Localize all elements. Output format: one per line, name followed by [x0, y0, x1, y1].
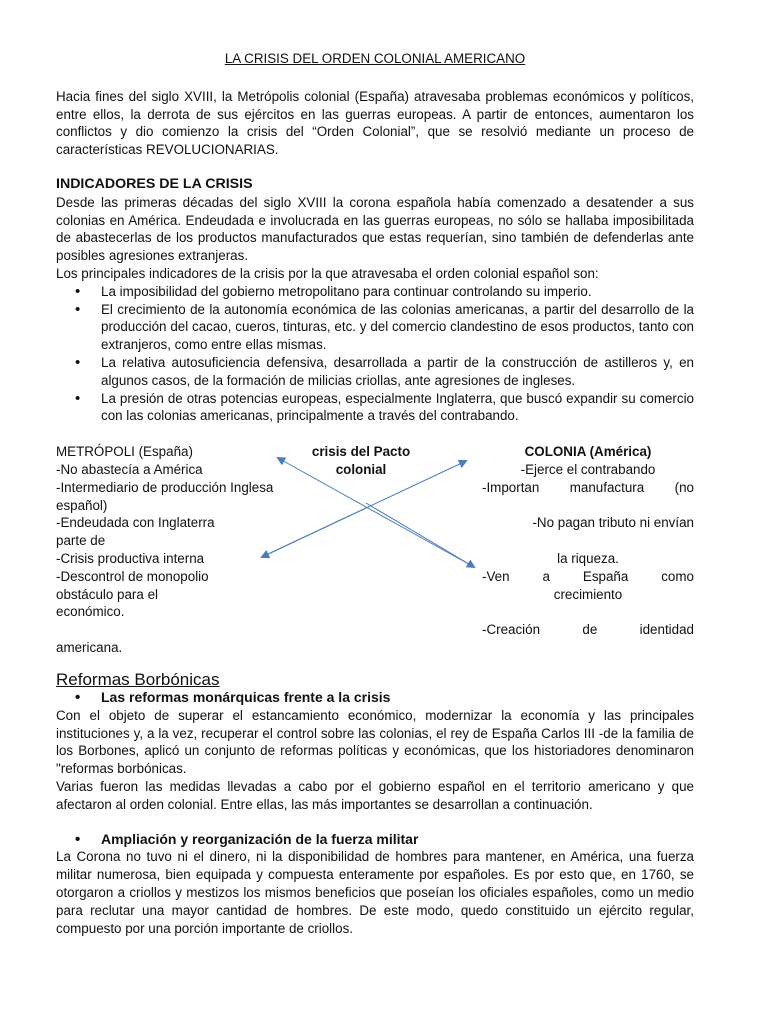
center-label-line-2: colonial — [335, 461, 387, 477]
crossed-arrows — [56, 443, 694, 659]
center-label-line-1: crisis del Pacto — [311, 444, 411, 460]
reformas-paragraph-2: Varias fueron las medidas llevadas a cabo por el gobierno español en el territorio americano y que afectaron al orden colonial. Entre ellas, las más importantes se desarrollan a continuación. — [56, 778, 694, 812]
arrow-to-metropoli-bottom — [262, 508, 366, 557]
document-page — [56, 50, 694, 937]
overflow-line: económico. — [56, 604, 125, 620]
list-item: • El crecimiento de la autonomía económica de las colonias americanas, a partir del desarrollo de la producción del cacao, cueros, tinturas, etc. y del comercio clandestino de esos productos, tanto con extranjeros, como entre ellas mismas. — [56, 301, 694, 354]
list-item: • La imposibilidad del gobierno metropolitano para continuar controlando su imperio. — [56, 283, 694, 301]
list-item: • La relativa autosuficiencia defensiva, desarrollada a partir de la construcción de astilleros y, en algunos casos, de la formación de milicias criollas, ante agresiones de ingleses. — [56, 354, 694, 390]
colonia-line: la riqueza. — [557, 550, 619, 566]
colonia-line: -Ejerce el contrabando — [520, 461, 656, 477]
overflow-line: obstáculo para el — [56, 586, 158, 602]
overflow-line: español) — [56, 497, 108, 513]
intro-paragraph: Hacia fines del siglo XVIII, la Metrópolis colonial (España) atravesaba problemas económicos y políticos, entre ellos, la derrota de sus ejércitos en las guerras europeas. A partir de entonces, aumentaron los conflictos y dio comienzo la crisis del “Orden Colonial”, que se resolvió mediante un proceso de características REVOLUCIONARIAS. — [56, 88, 694, 158]
indicadores-heading: INDICADORES DE LA CRISIS — [56, 175, 253, 192]
metropoli-item: -Crisis productiva interna — [56, 550, 205, 566]
indicadores-list — [56, 283, 694, 425]
arrow-to-metropoli-top — [278, 458, 474, 567]
reformas-subheading-2: • Ampliación y reorganización de la fuerza militar — [56, 831, 694, 849]
overflow-line: parte de — [56, 533, 106, 549]
metropoli-item: -Intermediario de producción Inglesa — [56, 479, 274, 495]
metropoli-heading: METRÓPOLI (España) — [56, 444, 193, 460]
reformas-paragraph-3: La Corona no tuvo ni el dinero, ni la disponibilidad de hombres para mantener, en América, una fuerza militar numerosa, bien equipada y compuesta enteramente por españoles. Es por esto que, en 1760, se otorgaron a criollos y mestizos los mismos beneficios que poseían los oficiales españoles, como un medio para reclutar una mayor cantidad de hombres. De este modo, quedo constituido un ejército regular, compuesto por una porción importante de criollos. — [56, 849, 694, 936]
reformas-paragraph-1: Con el objeto de superar el estancamiento económico, modernizar la economía y las principales instituciones y, a la vez, recuperar el control sobre las colonias, el rey de España Carlos III -de la familia de los Borbones, aplicó un conjunto de reformas políticas y económicas, que los historiadores denominaron "reformas borbónicas. — [56, 707, 694, 777]
document-title: LA CRISIS DEL ORDEN COLONIAL AMERICANO — [224, 51, 526, 66]
metropoli-item: -No abastecía a América — [56, 461, 203, 477]
colonia-line: -Importan manufactura (no — [482, 479, 694, 495]
colonia-line: -Creación de identidad — [482, 622, 694, 638]
reformas-heading: Reformas Borbónicas — [56, 670, 220, 690]
colonia-line: crecimiento — [553, 586, 623, 602]
overflow-line: americana. — [56, 639, 123, 655]
arrow-to-colonia-bottom — [366, 503, 474, 567]
reformas-subheading-1: • Las reformas monárquicas frente a la crisis — [56, 689, 694, 707]
crisis-diagram — [56, 443, 694, 659]
colonia-heading: COLONIA (América) — [524, 444, 652, 460]
colonia-line: -No pagan tributo ni envían — [532, 515, 694, 531]
metropoli-item: -Descontrol de monopolio — [56, 568, 209, 584]
indicadores-paragraph-1: Desde las primeras décadas del siglo XVIII la corona española había comenzado a desatender a sus colonias en América. Endeudada e involucrada en las guerras europeas, no sólo se hallaba imposibilitada de abastecerlas de los productos manufacturados que estas requerían, sino también de defenderlas ante posibles agresiones extranjeras. — [56, 194, 694, 264]
indicadores-paragraph-2: Los principales indicadores de la crisis por la que atravesaba el orden colonial español son: — [56, 265, 599, 281]
list-item: • La presión de otras potencias europeas, especialmente Inglaterra, que buscó expandir su comercio con las colonias americanas, principalmente a través del contrabando. — [56, 390, 694, 426]
colonia-line: -Ven a España como — [482, 568, 694, 584]
metropoli-item: -Endeudada con Inglaterra — [56, 515, 215, 531]
